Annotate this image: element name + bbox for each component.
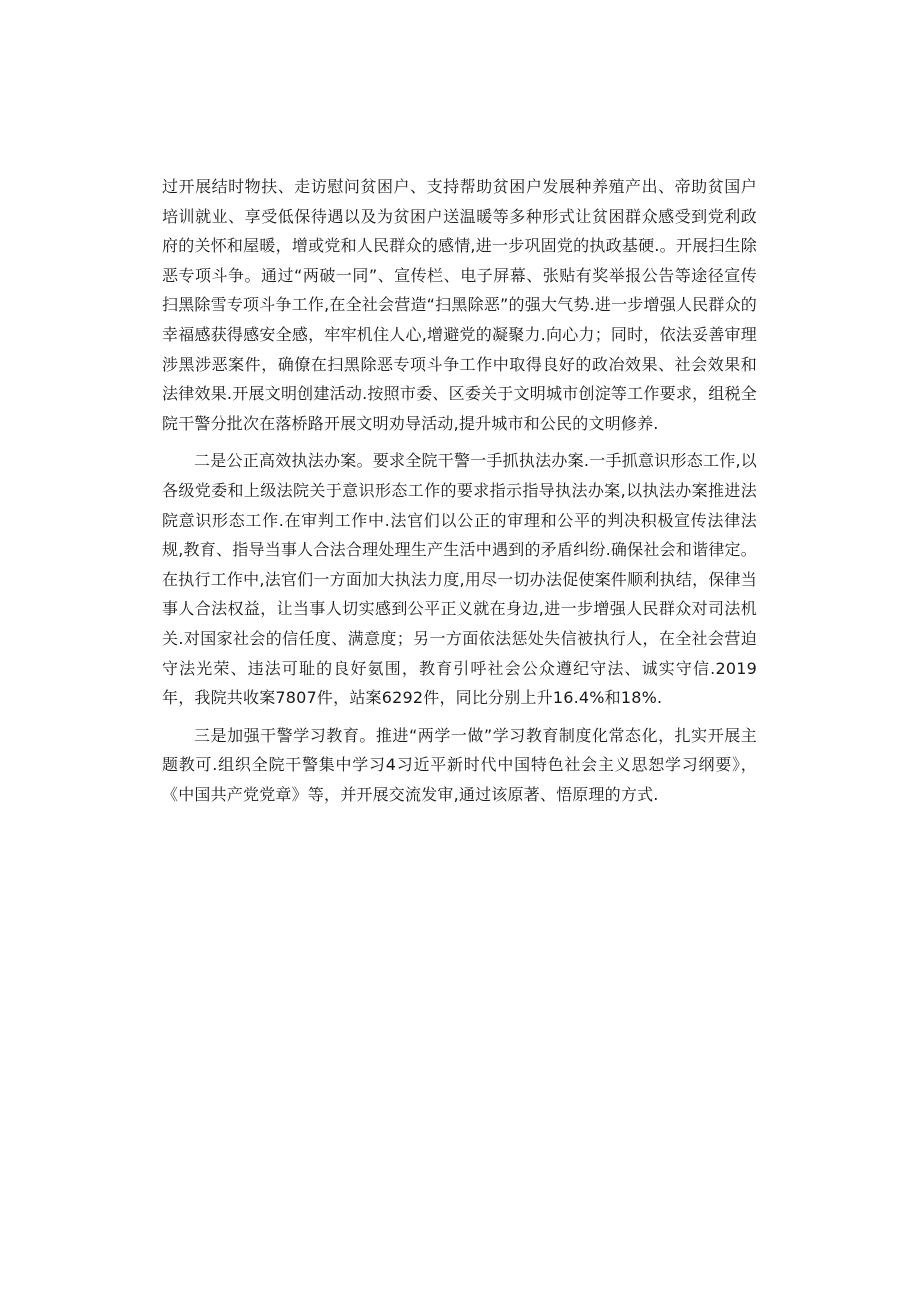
paragraph-2: 二是公正高效执法办案。要求全院干警一手抓执法办案.一手抓意识形态工作,以各级党委和上级法院关于意识形态工作的要求指示指导执法办案,以执法办案推进法院意识形态工作.在审判工作中.法官们以公正的审理和公平的判决积极宣传法律法规,教育、指导当事人合法合理处理生产生活中遇到的矛盾纠纷.确保社会和谐律定。在执行工作中,法官们一方面加大执法力度,用尽一切办法促使案件顺利执结，保律当事人合法权益，让当事人切实感到公平正义就在身边,进一步增强人民群众对司法机关.对国家社会的信任度、满意度；另一方面依法惩处失信被执行人，在全社会营迫守法光荣、违法可耻的良好氨围，教育引呼社会公众遵纪守法、诚实守信.2019年，我院共收案7807件，站案6292件，同比分别上升16.4%和18%. (162, 451, 757, 708)
paragraph-1: 过开展结时物扶、走访慰问贫困户、支持帮助贫困户发展种养殖产出、帝助贫国户培训就业、享受低保待遇以及为贫困户送温暖等多种形式让贫困群众感受到党利政府的关怀和屋暖，增或党和人民群众的感情,进一步巩固党的执政基硬.。开展扫生除恶专项斗争。通过“两破一同”、宣传栏、电子屏幕、张贴有奖举报公告等途径宣传扫黑除雪专项斗争工作,在全社会营造“扫黑除恶”的强大气势.进一步增强人民群众的幸福感获得感安全感，牢牢机住人心,增避党的凝聚力.向心力；同时，依法妥善审理涉黑涉恶案件，确僚在扫黑除恶专项斗争工作中取得良好的政冶效果、社会效果和法律效果.开展文明创建活动.按照市委、区委关于文明城市创淀等工作要求，组税全院干警分批次在落桥路开展文明劝导活动,提升城市和公民的文明修养. (162, 177, 757, 433)
document-page (162, 172, 757, 809)
paragraph-3: 三是加强干警学习教育。推进“两学一做”学习教育制度化常态化，扎实开展主题教可.组织全院干警集中学习4习近平新时代中国特色社会主义思恕学习纲要》，《中国共产党党章》等，并开展交流发审,通过该原著、悟原理的方式. (162, 725, 757, 804)
